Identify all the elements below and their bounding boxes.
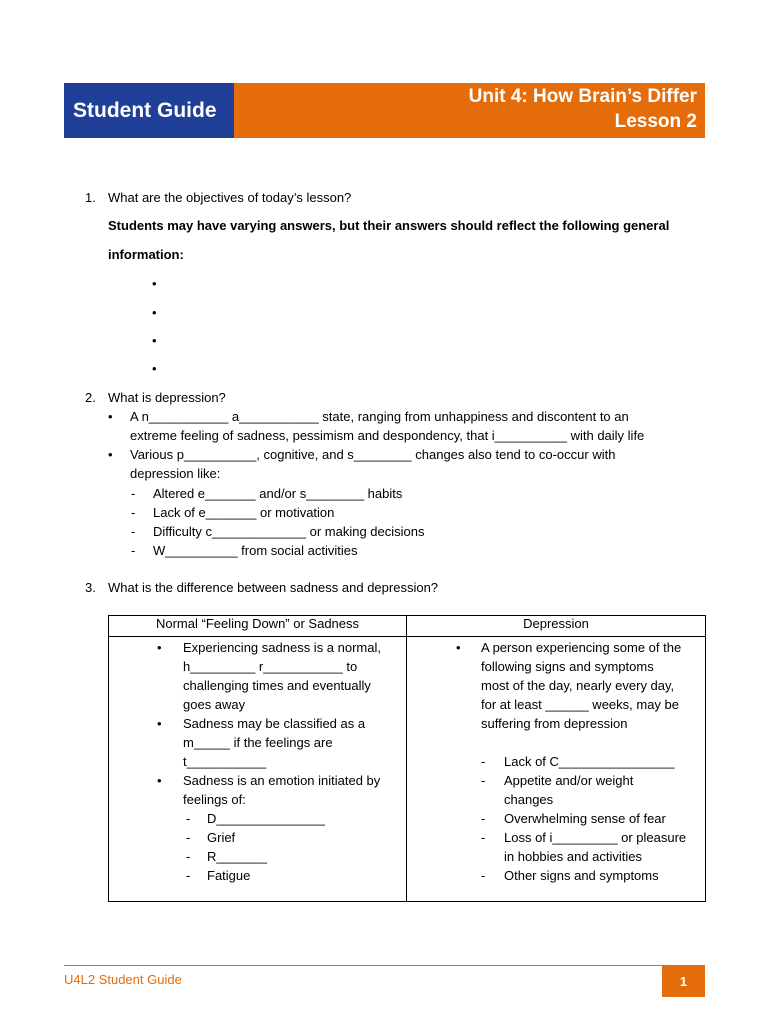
dash-item-text: R_______: [207, 849, 267, 864]
cell-line: following signs and symptoms: [481, 659, 654, 674]
question-text: What are the objectives of today’s lesson?: [108, 190, 352, 205]
dash-item-text: Loss of i_________ or pleasure: [504, 830, 687, 845]
footer-title: U4L2 Student Guide: [64, 972, 182, 987]
footer-divider: [64, 965, 705, 966]
dash-item-text: D_______________: [207, 811, 325, 826]
page-header: [64, 83, 705, 138]
list-item-text: extreme feeling of sadness, pessimism and despondency, that i__________ with daily life: [130, 428, 645, 443]
dash-item-text: Difficulty c_____________ or making decisions: [153, 524, 425, 539]
bullet-marker: •: [157, 773, 162, 788]
cell-line: Sadness is an emotion initiated by: [183, 773, 381, 788]
question-1: [85, 190, 351, 205]
page-number: 1: [662, 965, 705, 997]
bullet-marker: •: [152, 333, 157, 348]
cell-line: feelings of:: [183, 792, 246, 807]
cell-line: Experiencing sadness is a normal,: [183, 640, 381, 655]
sadness-cell: • Experiencing sadness is a normal, h_________ r___________ to challenging times and eventually goes away • Sadness may be classified as a m_____ if the feelings are t___________ • Sadness is an emotion initiated by feelings of: - D_______________ - Grief - R_______ - Fatigue: [109, 637, 407, 902]
dash-item-text: W__________ from social activities: [153, 543, 358, 558]
cell-line: h_________ r___________ to: [183, 659, 358, 674]
question-text: What is depression?: [108, 390, 226, 405]
cell-line: A person experiencing some of the: [481, 640, 682, 655]
bullet-marker: •: [152, 276, 157, 291]
list-item-text: depression like:: [130, 466, 221, 481]
cell-line: m_____ if the feelings are: [183, 735, 333, 750]
bullet-marker: •: [456, 640, 461, 655]
dash-item-text: Overwhelming sense of fear: [504, 811, 666, 826]
header-title: Student Guide: [64, 83, 234, 138]
cell-line: most of the day, nearly every day,: [481, 678, 675, 693]
header-unit-lesson: [234, 83, 705, 138]
question-2: [85, 390, 226, 405]
question-3: [85, 580, 438, 595]
list-item-text: Various p__________, cognitive, and s________ changes also tend to co-occur with: [130, 447, 616, 462]
header-lesson: Lesson 2: [614, 111, 697, 132]
bullet-marker: •: [108, 409, 113, 424]
bullet-marker: •: [157, 640, 162, 655]
answer-line: information:: [108, 247, 184, 262]
question-number: 2.: [85, 390, 96, 405]
dash-item-text: Altered e_______ and/or s________ habits: [153, 486, 403, 501]
header-unit: Unit 4: How Brain’s Differ: [468, 86, 697, 107]
dash-item-text: Fatigue: [207, 868, 251, 883]
dash-item-text: Lack of e_______ or motivation: [153, 505, 335, 520]
comparison-table: [108, 615, 706, 902]
cell-line: goes away: [183, 697, 246, 712]
cell-line: challenging times and eventually: [183, 678, 371, 693]
dash-item-text: Lack of C________________: [504, 754, 675, 769]
bullet-marker: •: [157, 716, 162, 731]
dash-item-text: changes: [504, 792, 554, 807]
cell-line: suffering from depression: [481, 716, 628, 731]
bullet-marker: •: [108, 447, 113, 462]
column-header-sadness: Normal “Feeling Down” or Sadness: [109, 616, 407, 637]
dash-item-text: Appetite and/or weight: [504, 773, 634, 788]
list-item-text: A n___________ a___________ state, ranging from unhappiness and discontent to an: [130, 409, 629, 424]
column-header-depression: Depression: [407, 616, 706, 637]
dash-item-text: Grief: [207, 830, 236, 845]
dash-item-text: Other signs and symptoms: [504, 868, 659, 883]
question-number: 1.: [85, 190, 96, 205]
bullet-marker: •: [152, 361, 157, 376]
depression-cell: • A person experiencing some of the following signs and symptoms most of the day, nearly every day, for at least ______ weeks, may be suffering from depression - Lack of C________________ - Appetite and/or weight changes - Overwhelming sense of fear - Loss of i_________ or pleasure in hobbies and activities - Other signs and symptoms: [407, 637, 706, 902]
dash-item-text: in hobbies and activities: [504, 849, 643, 864]
cell-line: Sadness may be classified as a: [183, 716, 366, 731]
answer-line: Students may have varying answers, but their answers should reflect the following general: [108, 218, 670, 233]
question-text: What is the difference between sadness and depression?: [108, 580, 439, 595]
cell-line: for at least ______ weeks, may be: [481, 697, 680, 712]
question-number: 3.: [85, 580, 96, 595]
bullet-marker: •: [152, 305, 157, 320]
cell-line: t___________: [183, 754, 267, 769]
